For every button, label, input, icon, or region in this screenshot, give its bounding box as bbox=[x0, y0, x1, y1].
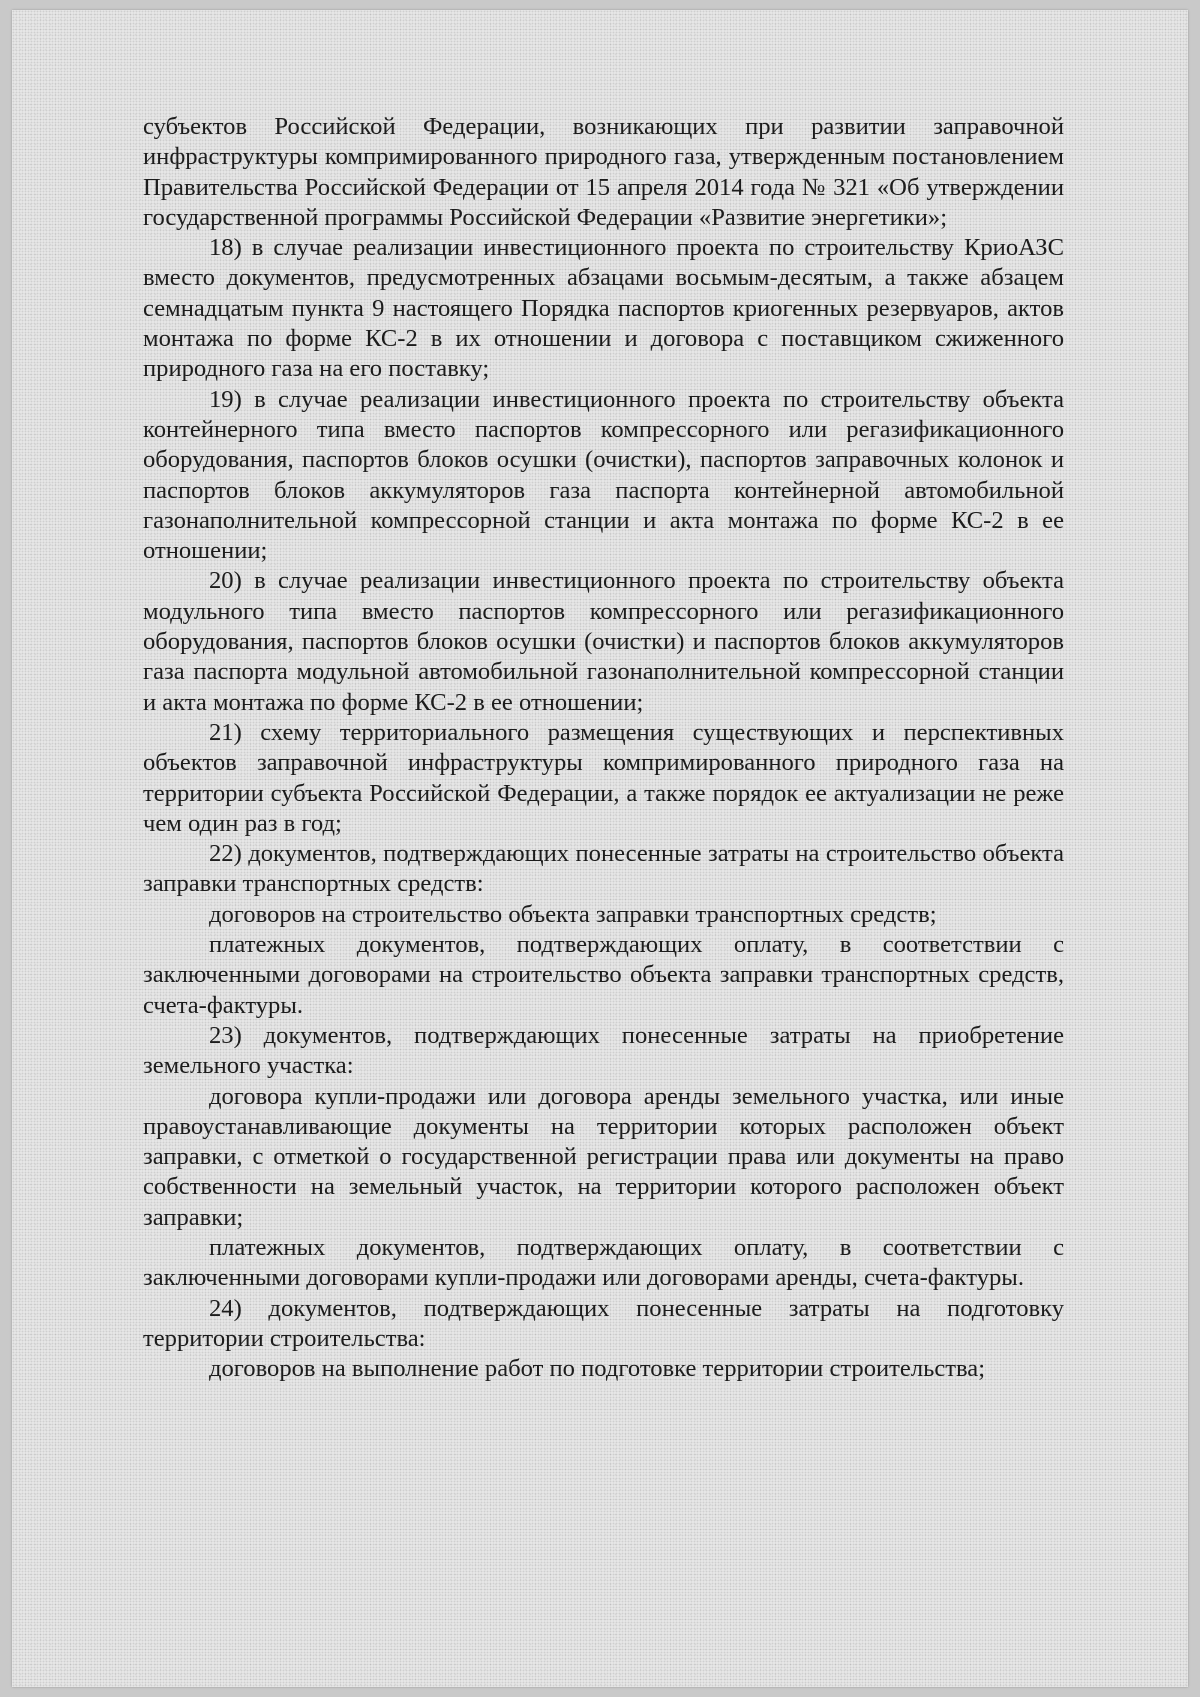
paragraph-item-24: 24) документов, подтверждающих понесенные затраты на подготовку территории строительства: bbox=[143, 1294, 1064, 1352]
paragraph-item-19: 19) в случае реализации инвестиционного проекта по строительству объекта контейнерного типа вместо паспортов компрессорного или регазификационного оборудования, паспортов блоков осушки (очистки), паспортов заправочных колонок и паспортов блоков аккумуляторов газа паспорта контейнерной автомобильной газонаполнительной компрессорной станции и акта монтажа по форме КС-2 в ее отношении; bbox=[143, 385, 1064, 565]
document-body bbox=[143, 112, 1064, 1384]
paragraph-item-18: 18) в случае реализации инвестиционного проекта по строительству КриоАЗС вместо документов, предусмотренных абзацами восьмым-десятым, а также абзацем семнадцатым пункта 9 настоящего Порядка паспортов криогенных резервуаров, актов монтажа по форме КС-2 в их отношении и договора с поставщиком сжиженного природного газа на его поставку; bbox=[143, 234, 1064, 383]
paragraph-item-23-payments: платежных документов, подтверждающих оплату, в соответствии с заключенными договорами купли-продажи или договорами аренды, счета-фактуры. bbox=[143, 1233, 1064, 1292]
paragraph-item-22: 22) документов, подтверждающих понесенные затраты на строительство объекта заправки транспортных средств: bbox=[143, 840, 1064, 898]
paragraph-item-22-payments: платежных документов, подтверждающих оплату, в соответствии с заключенными договорами на строительство объекта заправки транспортных средств, счета-фактуры. bbox=[143, 931, 1064, 1019]
paragraph-item-22-contracts: договоров на строительство объекта заправки транспортных средств; bbox=[209, 900, 937, 928]
paragraph-item-20: 20) в случае реализации инвестиционного проекта по строительству объекта модульного типа вместо паспортов компрессорного или регазификационного оборудования, паспортов блоков осушки (очистки) и паспортов блоков аккумуляторов газа паспорта модульной автомобильной газонаполнительной компрессорной станции и акта монтажа по форме КС-2 в ее отношении; bbox=[143, 567, 1064, 716]
paragraph-item-21: 21) схему территориального размещения существующих и перспективных объектов заправочной инфраструктуры компримированного природного газа на территории субъекта Российской Федерации, а также порядок ее актуализации не реже чем один раз в год; bbox=[143, 718, 1064, 837]
paragraph-item-23: 23) документов, подтверждающих понесенные затраты на приобретение земельного участка: bbox=[143, 1021, 1064, 1080]
document-page bbox=[12, 10, 1188, 1687]
paragraph-intro: субъектов Российской Федерации, возникающих при развитии заправочной инфраструктуры компримированного природного газа, утвержденным постановлением Правительства Российской Федерации от 15 апреля 2014 года № 321 «Об утверждении государственной программы Российской Федерации «Развитие энергетики»; bbox=[143, 113, 1064, 231]
paragraph-item-23-contracts: договора купли-продажи или договора аренды земельного участка, или иные правоустанавливающие документы на территории которых расположен объект заправки, с отметкой о государственной регистрации права или документы на право собственности на земельный участок, на территории которого расположен объект заправки; bbox=[143, 1082, 1064, 1231]
paragraph-item-24-contracts: договоров на выполнение работ по подготовке территории строительства; bbox=[209, 1355, 986, 1383]
